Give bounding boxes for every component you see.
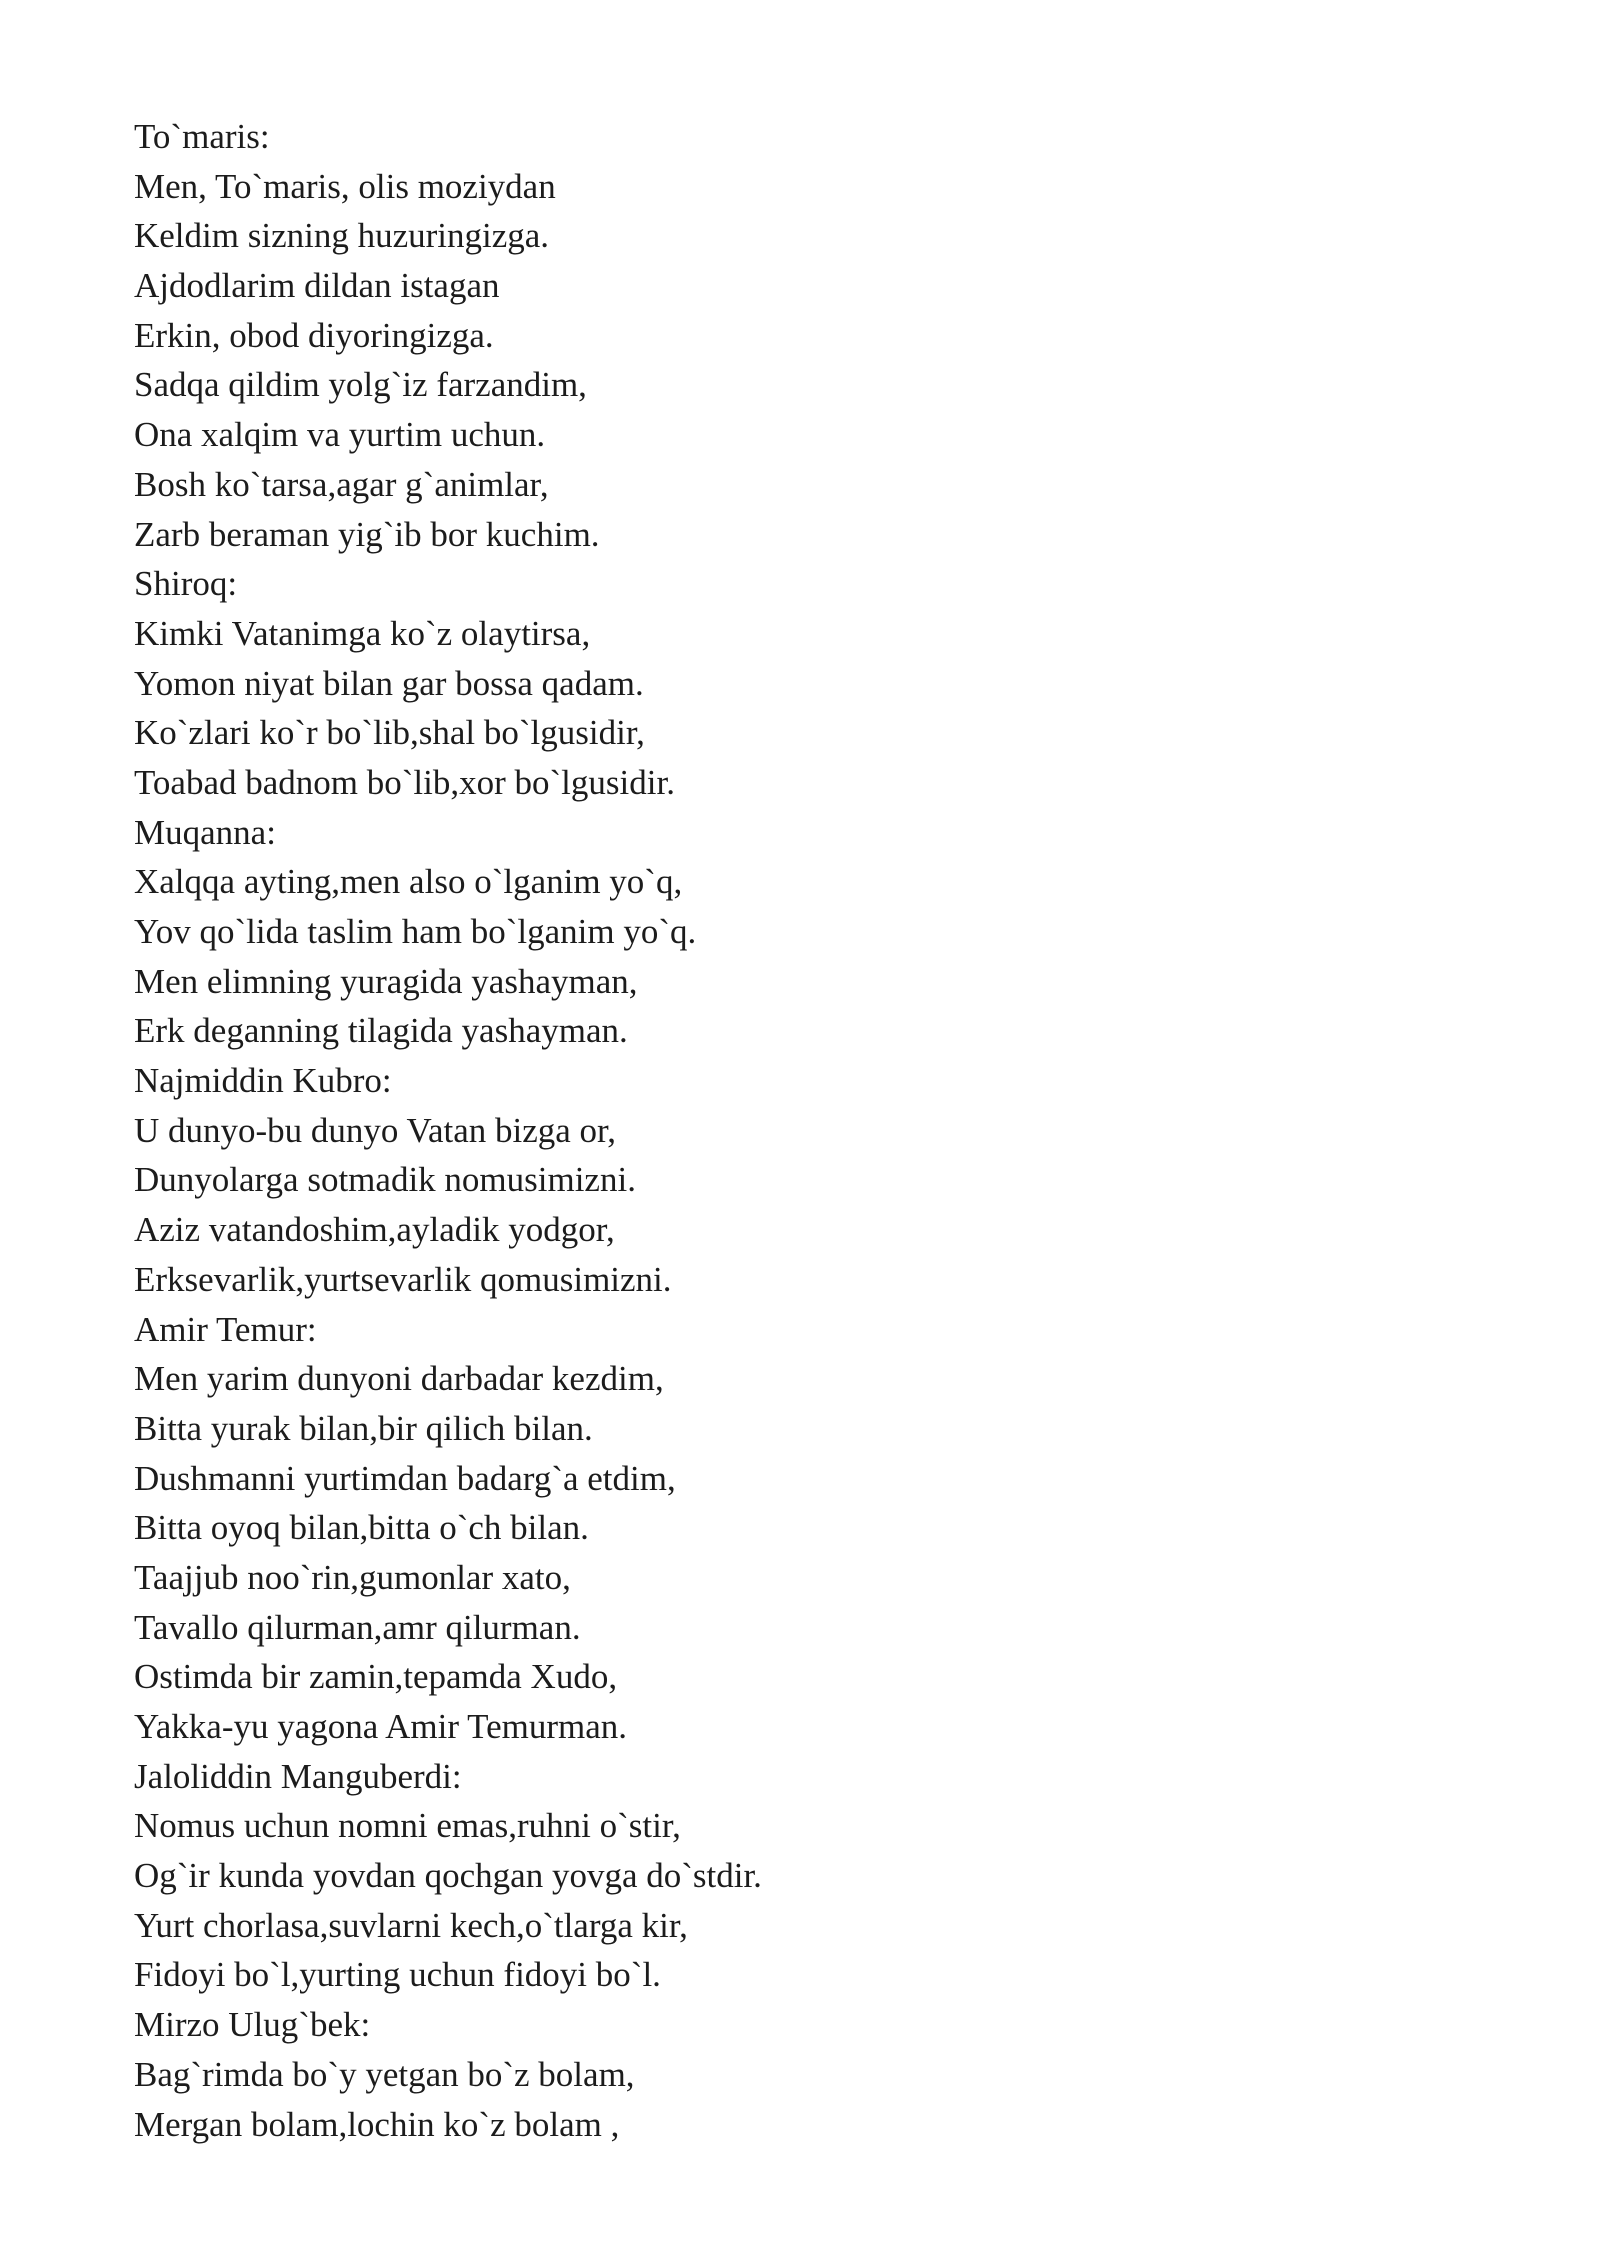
verse-line: Yov qo`lida taslim ham bo`lganim yo`q. [134,912,697,951]
verse-line: Dushmanni yurtimdan badarg`a etdim, [134,1458,676,1498]
poem-text [134,112,1434,2149]
verse-line: Erksevarlik,yurtsevarlik qomusimizni. [134,1259,672,1299]
speaker-heading: Jaloliddin Manguberdi: [134,1756,462,1796]
verse-line: Og`ir kunda yovdan qochgan yovga do`stdir. [134,1856,762,1896]
verse-line: Zarb beraman yig`ib bor kuchim. [134,514,600,554]
verse-line: Yomon niyat bilan gar bossa qadam. [134,663,644,703]
speaker-heading: Shiroq: [134,564,238,604]
verse-line: Taajjub noo`rin,gumonlar xato, [134,1557,571,1597]
verse-line: U dunyo-bu dunyo Vatan bizga or, [134,1110,617,1150]
verse-line: Ko`zlari ko`r bo`lib,shal bo`lgusidir, [134,713,645,753]
verse-line: Nomus uchun nomni emas,ruhni o`stir, [134,1806,681,1846]
verse-line: Ona xalqim va yurtim uchun. [134,415,546,455]
verse-line: Bitta yurak bilan,bir qilich bilan. [134,1408,593,1448]
verse-line: Bag`rimda bo`y yetgan bo`z bolam, [134,2054,635,2094]
verse-line: Aziz vatandoshim,ayladik yodgor, [134,1210,615,1250]
verse-line: Erk deganning tilagida yashayman. [134,1011,628,1051]
speaker-heading: To`maris: [134,117,270,156]
verse-line: Men elimning yuragida yashayman, [134,961,638,1001]
verse-line: Sadqa qildim yolg`iz farzandim, [134,365,587,405]
verse-line: Mergan bolam,lochin ko`z bolam , [134,2104,620,2144]
verse-line: Dunyolarga sotmadik nomusimizni. [134,1160,636,1200]
speaker-heading: Mirzo Ulug`bek: [134,2005,371,2045]
verse-line: Xalqqa ayting,men also o`lganim yo`q, [134,862,683,902]
verse-line: Erkin, obod diyoringizga. [134,315,494,355]
verse-line: Toabad badnom bo`lib,xor bo`lgusidir. [134,762,675,802]
speaker-heading: Muqanna: [134,812,276,852]
speaker-heading: Amir Temur: [134,1309,317,1349]
verse-line: Kimki Vatanimga ko`z olaytirsa, [134,613,591,653]
verse-line: Yakka-yu yagona Amir Temurman. [134,1707,627,1746]
verse-line: Men, To`maris, olis moziydan [134,166,556,206]
verse-line: Bitta oyoq bilan,bitta o`ch bilan. [134,1508,589,1548]
verse-line: Men yarim dunyoni darbadar kezdim, [134,1359,664,1399]
verse-line: Ostimda bir zamin,tepamda Xudo, [134,1657,618,1697]
verse-line: Tavallo qilurman,amr qilurman. [134,1607,581,1647]
verse-line: Yurt chorlasa,suvlarni kech,o`tlarga kir, [134,1905,688,1945]
speaker-heading: Najmiddin Kubro: [134,1061,392,1101]
verse-line: Ajdodlarim dildan istagan [134,266,500,306]
verse-line: Keldim sizning huzuringizga. [134,216,550,256]
verse-line: Fidoyi bo`l,yurting uchun fidoyi bo`l. [134,1955,661,1995]
verse-line: Bosh ko`tarsa,agar g`animlar, [134,464,549,504]
